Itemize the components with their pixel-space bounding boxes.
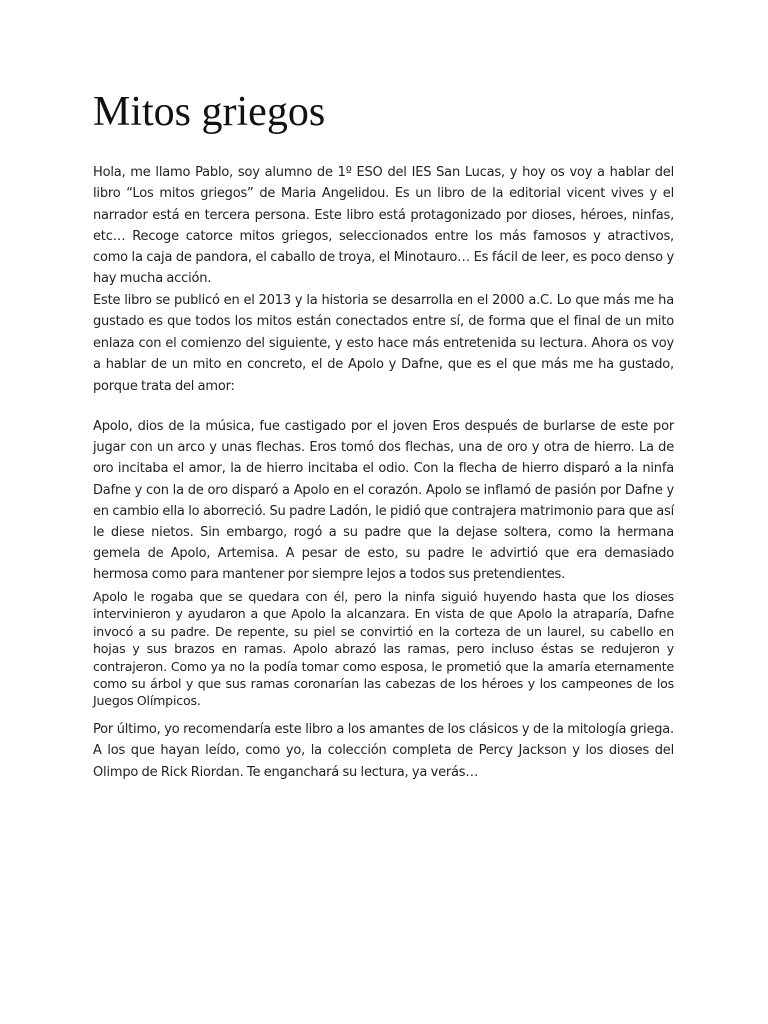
paragraph-recommendation: Por último, yo recomendaría este libro a los amantes de los clásicos y de la mitología griega. A los que hayan leído, como yo, la colección completa de Percy Jackson y los dioses del Olimpo de Rick Riordan. Te enganchará su lectura, ya verás… bbox=[93, 722, 674, 780]
paragraph-publication: Este libro se publicó en el 2013 y la historia se desarrolla en el 2000 a.C. Lo que más me ha gustado es que todos los mitos están conectados entre sí, de forma que el final de un mito enlaza con el comienzo del siguiente, y esto hace más entretenida su lectura. Ahora os voy a hablar de un mito en concreto, el de Apolo y Dafne, que es el que más me ha gustado, porque trata del amor: bbox=[93, 293, 674, 394]
document-title: Mitos griegos bbox=[93, 89, 326, 135]
paragraph-laurel-transformation: Apolo le rogaba que se quedara con él, pero la ninfa siguió huyendo hasta que los dioses intervinieron y ayudaron a que Apolo la alcanzara. En vista de que Apolo la atraparía, Dafne invocó a su padre. De repente, su piel se convirtió en la corteza de un laurel, su cabello en hojas y sus brazos en ramas. Apolo abrazó las ramas, pero incluso éstas se redujeron y contrajeron. Como ya no la podía tomar como esposa, le prometió que la amaría eternamente como su árbol y que sus ramas coronarían las cabezas de los héroes y los campeones de los Juegos Olímpicos. bbox=[93, 589, 674, 709]
paragraph-introduction: Hola, me llamo Pablo, soy alumno de 1º ESO del IES San Lucas, y hoy os voy a hablar del libro “Los mitos griegos” de Maria Angelidou. Es un libro de la editorial vicent vives y el narrador está en tercera persona. Este libro está protagonizado por dioses, héroes, ninfas, etc… Recoge catorce mitos griegos, seleccionados entre los más famosos y atractivos, como la caja de pandora, el caballo de troya, el Minotauro… Es fácil de leer, es poco denso y hay mucha acción. bbox=[93, 165, 674, 287]
paragraph-apolo-dafne-story: Apolo, dios de la música, fue castigado por el joven Eros después de burlarse de este por jugar con un arco y unas flechas. Eros tomó dos flechas, una de oro y otra de hierro. La de oro incitaba el amor, la de hierro incitaba el odio. Con la flecha de hierro disparó a la ninfa Dafne y con la de oro disparó a Apolo en el corazón. Apolo se inflamó de pasión por Dafne y en cambio ella lo aborreció. Su padre Ladón, le pidió que contrajera matrimonio para que así le diese nietos. Sin embargo, rogó a su padre que la dejase soltera, como la hermana gemela de Apolo, Artemisa. A pesar de esto, su padre le advirtió que era demasiado hermosa como para mantener por siempre lejos a todos sus pretendientes. bbox=[93, 419, 674, 583]
